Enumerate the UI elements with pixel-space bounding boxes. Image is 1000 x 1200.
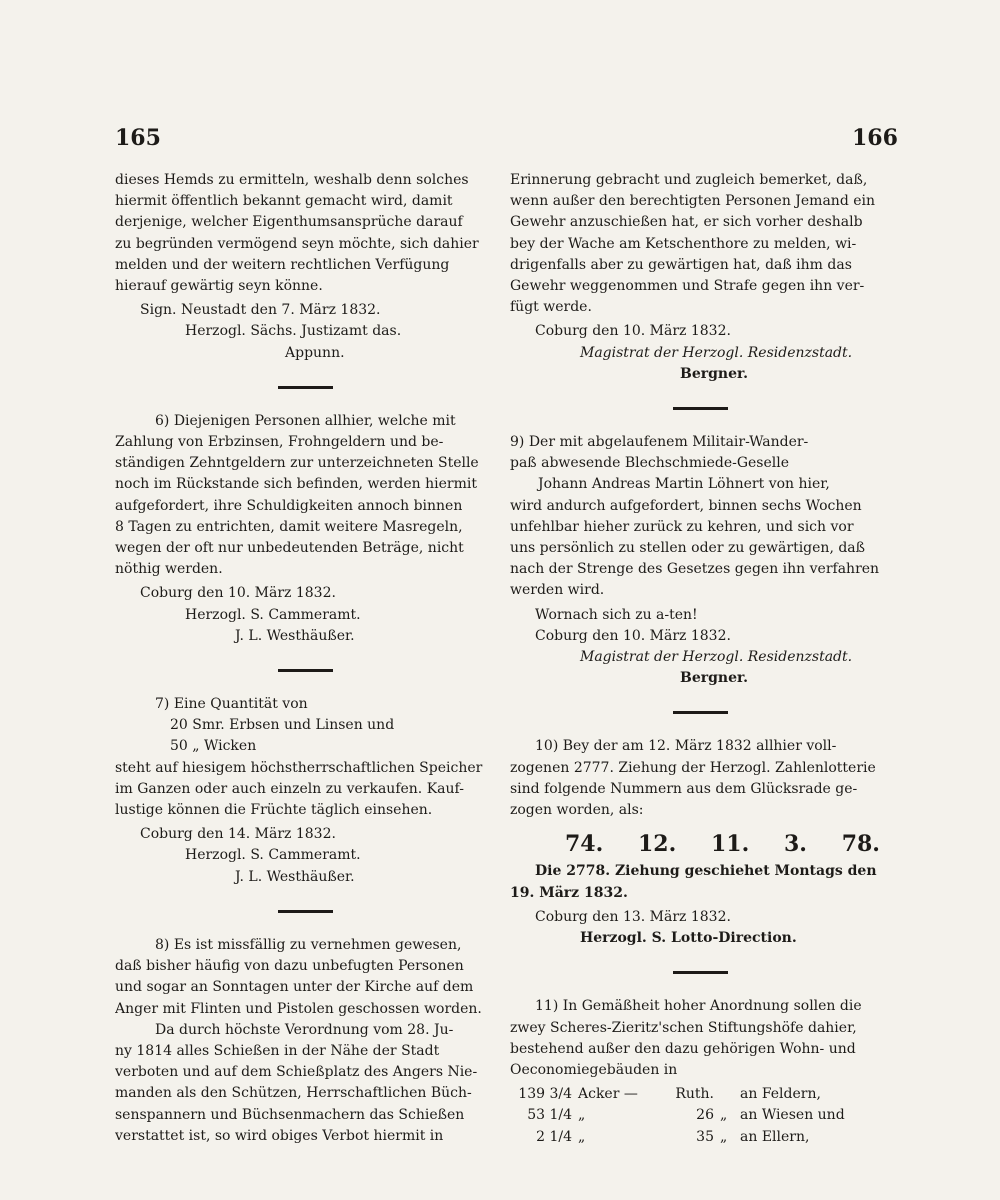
notice-10-text: [510, 736, 890, 821]
text-line: dieses Hemds zu ermitteln, weshalb denn solches: [115, 172, 469, 188]
notice-11-text: [510, 996, 890, 1081]
signature-date: Coburg den 13. März 1832.: [535, 908, 731, 925]
table-row: [510, 1105, 890, 1126]
table-cell: „: [578, 1128, 586, 1145]
text-line: 10) Bey der am 12. März 1832 allhier voll-: [535, 738, 837, 755]
text-line: Erinnerung gebracht und zugleich bemerket, daß,: [510, 172, 868, 188]
text-line: Anger mit Flinten und Pistolen geschossen worden.: [115, 1000, 482, 1017]
text-line: wird andurch aufgefordert, binnen sechs Wochen: [510, 497, 862, 514]
signature-office: Herzogl. S. Cammeramt.: [185, 606, 361, 623]
text-line: steht auf hiesigem höchstherrschaftlichen Speicher: [115, 759, 483, 776]
text-line: noch im Rückstande sich befinden, werden hiermit: [115, 476, 477, 493]
table-row: [510, 1084, 890, 1105]
text-line: lustige können die Früchte täglich einsehen.: [115, 802, 433, 819]
text-line: zu begründen vermögend seyn möchte, sich dahier: [115, 235, 479, 252]
notice-5-text: [115, 170, 495, 297]
text-line: uns persönlich zu stellen oder zu gewärtigen, daß: [510, 540, 866, 557]
text-line: und sogar an Sonntagen unter der Kirche auf dem: [115, 979, 474, 996]
text-line: werden wird.: [510, 582, 605, 599]
text-line: paß abwesende Blechschmiede-Geselle: [510, 455, 790, 472]
text-line: senspannern und Büchsenmachern das Schießen: [115, 1106, 465, 1123]
signature-date: Coburg den 10. März 1832.: [535, 323, 731, 340]
text-line: wegen der oft nur unbedeutenden Beträge, nicht: [115, 540, 464, 557]
land-table: [510, 1084, 890, 1148]
table-cell: 139 3/4: [518, 1086, 572, 1103]
text-line: 19. März 1832.: [510, 884, 628, 901]
text-line: hierauf gewärtig seyn könne.: [115, 278, 323, 295]
text-line: nöthig werden.: [115, 561, 223, 578]
table-cell: 53 1/4: [527, 1107, 572, 1124]
text-line: bey der Wache am Ketschenthore zu melden, wi-: [510, 235, 857, 252]
text-line: verstattet ist, so wird obiges Verbot hiermit in: [115, 1127, 444, 1144]
text-line: im Ganzen oder auch einzeln zu verkaufen. Kauf-: [115, 780, 464, 797]
signature-date: Coburg den 10. März 1832.: [535, 627, 731, 644]
signature-name: Bergner.: [680, 670, 748, 687]
notice-8-continued: [510, 170, 890, 318]
text-line: Zahlung von Erbzinsen, Frohngeldern und be-: [115, 434, 444, 451]
text-line: melden und der weitern rechtlichen Verfügung: [115, 256, 450, 273]
table-cell: 2 1/4: [536, 1128, 572, 1145]
table-cell: Ruth.: [675, 1086, 714, 1103]
section-divider: [278, 910, 333, 913]
text-line: 20 Smr. Erbsen und Linsen und: [170, 717, 395, 734]
text-line: sind folgende Nummern aus dem Glücksrade ge-: [510, 780, 858, 797]
text-line: ny 1814 alles Schießen in der Nähe der Stadt: [115, 1042, 440, 1059]
section-divider: [673, 407, 728, 410]
table-cell: an Feldern,: [740, 1086, 821, 1103]
text-line: 6) Diejenigen Personen allhier, welche mit: [155, 412, 456, 429]
text-line: verboten und auf dem Schießplatz des Angers Nie-: [115, 1064, 478, 1081]
text-line: Die 2778. Ziehung geschiehet Montags den: [535, 863, 877, 880]
text-line: aufgefordert, ihre Schuldigkeiten annoch binnen: [115, 497, 463, 514]
signature-office: Herzogl. S. Lotto-Direction.: [580, 930, 797, 947]
text-line: 9) Der mit abgelaufenem Militair-Wander-: [510, 434, 809, 451]
notice-9-text: [510, 432, 890, 602]
table-cell: „: [578, 1107, 586, 1124]
text-line: 11) In Gemäßheit hoher Anordnung sollen die: [535, 998, 862, 1015]
signature-name: J. L. Westhäußer.: [235, 627, 355, 644]
table-cell: an Wiesen und: [740, 1107, 845, 1124]
left-column: [115, 170, 495, 1150]
right-column: [510, 170, 890, 1148]
text-line: unfehlbar hieher zurück zu kehren, und sich vor: [510, 518, 854, 535]
section-divider: [278, 669, 333, 672]
text-line: Da durch höchste Verordnung vom 28. Ju-: [155, 1021, 454, 1038]
text-line: 8 Tagen zu entrichten, damit weitere Masregeln,: [115, 518, 463, 535]
section-divider: [673, 711, 728, 714]
signature-date: Coburg den 14. März 1832.: [140, 826, 336, 843]
table-cell: „: [720, 1107, 728, 1124]
lottery-number: 11.: [711, 831, 750, 858]
text-line: 8) Es ist missfällig zu vernehmen gewesen,: [155, 936, 462, 953]
text-line: hiermit öffentlich bekannt gemacht wird, damit: [115, 193, 453, 210]
text-line: Johann Andreas Martin Löhnert von hier,: [538, 476, 830, 493]
text-line: zogenen 2777. Ziehung der Herzogl. Zahlenlotterie: [510, 759, 876, 776]
signature-office: Magistrat der Herzogl. Residenzstadt.: [580, 344, 853, 361]
notice-6-text: [115, 411, 495, 581]
signature-date: Sign. Neustadt den 7. März 1832.: [140, 302, 381, 319]
text-line: Gewehr anzuschießen hat, er sich vorher deshalb: [510, 214, 863, 231]
text-line: manden als den Schützen, Herrschaftlichen Büch-: [115, 1085, 472, 1102]
text-line: fügt werde.: [510, 299, 592, 316]
text-line: nach der Strenge des Gesetzes gegen ihn verfahren: [510, 561, 880, 578]
text-line: daß bisher häufig von dazu unbefugten Personen: [115, 958, 464, 975]
table-cell: [720, 1084, 740, 1105]
lottery-numbers: [510, 824, 890, 861]
table-cell: 26: [696, 1107, 714, 1124]
table-row: [510, 1127, 890, 1148]
text-line: drigenfalls aber zu gewärtigen hat, daß ihm das: [510, 256, 852, 273]
signature-name: Appunn.: [285, 344, 345, 361]
section-divider: [673, 971, 728, 974]
table-cell: Acker —: [578, 1086, 638, 1103]
text-line: derjenige, welcher Eigenthumsansprüche darauf: [115, 214, 463, 231]
signature-office: Herzogl. Sächs. Justizamt das.: [185, 323, 402, 340]
closing-phrase: Wornach sich zu a-ten!: [535, 606, 698, 623]
signature-office: Herzogl. S. Cammeramt.: [185, 847, 361, 864]
text-line: 50 „ Wicken: [170, 738, 257, 755]
text-line: ständigen Zehntgeldern zur unterzeichneten Stelle: [115, 455, 479, 472]
text-line: wenn außer den berechtigten Personen Jemand ein: [510, 193, 876, 210]
signature-name: J. L. Westhäußer.: [235, 868, 355, 885]
text-line: 7) Eine Quantität von: [155, 696, 308, 713]
notice-10-next-draw: [510, 861, 890, 903]
text-line: zwey Scheres-Zieritz'schen Stiftungshöfe dahier,: [510, 1019, 857, 1036]
text-line: Oeconomiegebäuden in: [510, 1061, 678, 1078]
text-line: Gewehr weggenommen und Strafe gegen ihn ver-: [510, 278, 865, 295]
lottery-number: 12.: [638, 831, 677, 858]
table-cell: 35: [696, 1128, 714, 1145]
text-line: bestehend außer den dazu gehörigen Wohn- und: [510, 1040, 856, 1057]
signature-date: Coburg den 10. März 1832.: [140, 585, 336, 602]
notice-8-text: [115, 935, 495, 1147]
page-number-right: 166: [852, 125, 898, 151]
lottery-number: 78.: [841, 831, 880, 858]
table-cell: an Ellern,: [740, 1128, 810, 1145]
lottery-number: 3.: [784, 831, 807, 858]
table-cell: „: [720, 1128, 728, 1145]
page-number-left: 165: [115, 125, 161, 151]
signature-name: Bergner.: [680, 365, 748, 382]
notice-7-text: [115, 694, 495, 821]
section-divider: [278, 386, 333, 389]
lottery-number: 74.: [565, 831, 604, 858]
signature-office: Magistrat der Herzogl. Residenzstadt.: [580, 649, 853, 666]
text-line: zogen worden, als:: [510, 802, 644, 819]
